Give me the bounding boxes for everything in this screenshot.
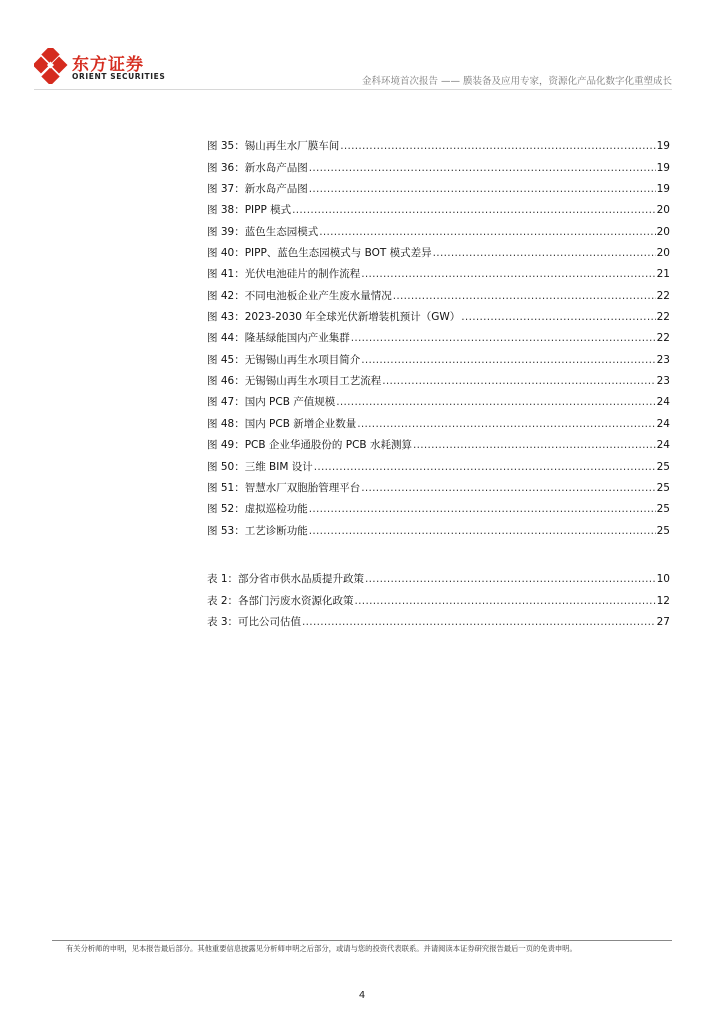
- toc-entry-figure-51[interactable]: [207, 474, 670, 495]
- toc-leader-dots: [433, 246, 656, 260]
- toc-entry-page: 22: [656, 311, 670, 324]
- toc-entry-page: 27: [656, 616, 670, 629]
- toc-entry-label: 图 46：无锡锡山再生水项目工艺流程: [207, 375, 382, 388]
- toc-entry-page: 25: [656, 524, 670, 537]
- toc-entry-label: 图 38：PIPP 模式: [207, 204, 292, 217]
- toc-entry-label: 图 36：新水岛产品图: [207, 161, 308, 174]
- toc-entry-figure-48[interactable]: [207, 409, 670, 430]
- toc-entry-page: 20: [656, 204, 670, 217]
- toc-entry-figure-50[interactable]: [207, 452, 670, 473]
- toc-entry-figure-39[interactable]: [207, 217, 670, 238]
- toc-entry-page: 25: [656, 460, 670, 473]
- toc-entry-label: 图 41：光伏电池硅片的制作流程: [207, 268, 361, 281]
- toc-entry-label: 图 45：无锡锡山再生水项目简介: [207, 353, 361, 366]
- toc-entry-figure-46[interactable]: [207, 367, 670, 388]
- toc-entry-page: 19: [656, 140, 670, 153]
- toc-leader-dots: [355, 594, 656, 608]
- toc-entry-figure-44[interactable]: [207, 324, 670, 345]
- toc-entry-label: 图 52：虚拟巡检功能: [207, 503, 308, 516]
- toc-entry-label: 图 53：工艺诊断功能: [207, 524, 308, 537]
- toc-leader-dots: [302, 615, 656, 629]
- toc-entry-label: 表 3：可比公司估值: [207, 616, 302, 629]
- toc-leader-dots: [314, 460, 656, 474]
- header-divider: [34, 89, 672, 90]
- toc-entry-figure-42[interactable]: [207, 281, 670, 302]
- page-number: 4: [358, 990, 366, 1001]
- table-list: [207, 565, 670, 629]
- toc-entry-table-3[interactable]: [207, 608, 670, 629]
- toc-entry-figure-38[interactable]: [207, 196, 670, 217]
- orient-securities-logo-icon: [34, 48, 68, 84]
- footer-divider: [52, 940, 672, 941]
- toc-entry-label: 图 43：2023-2030 年全球光伏新增装机预计（GW）: [207, 311, 461, 324]
- toc-entry-page: 23: [656, 353, 670, 366]
- toc-entry-label: 图 51：智慧水厂双胞胎管理平台: [207, 481, 361, 494]
- toc-leader-dots: [309, 524, 656, 538]
- toc-entry-figure-37[interactable]: [207, 175, 670, 196]
- toc-entry-label: 图 35：锡山再生水厂膜车间: [207, 140, 340, 153]
- footer-disclaimer: 有关分析师的申明，见本报告最后部分。其他重要信息披露见分析师申明之后部分，或请与您的投资代表联系。并请阅读本证券研究报告最后一页的免责申明。: [66, 944, 577, 953]
- toc-entry-label: 表 1：部分省市供水品质提升政策: [207, 573, 365, 586]
- toc-entry-page: 24: [656, 417, 670, 430]
- toc-leader-dots: [361, 353, 655, 367]
- toc-entry-figure-35[interactable]: [207, 132, 670, 153]
- toc-entry-page: 23: [656, 375, 670, 388]
- company-logo: [34, 48, 166, 84]
- logo-chinese-name: 东方证券: [72, 55, 144, 75]
- toc-entry-page: 22: [656, 332, 670, 345]
- toc-entry-table-1[interactable]: [207, 565, 670, 586]
- toc-entry-page: 21: [656, 268, 670, 281]
- toc-entry-page: 12: [656, 594, 670, 607]
- toc-leader-dots: [382, 374, 655, 388]
- toc-entry-page: 24: [656, 396, 670, 409]
- toc-entry-figure-45[interactable]: [207, 345, 670, 366]
- toc-entry-figure-53[interactable]: [207, 516, 670, 537]
- toc-leader-dots: [319, 225, 655, 239]
- toc-leader-dots: [361, 481, 655, 495]
- toc-entry-label: 图 39：蓝色生态园模式: [207, 225, 319, 238]
- toc-entry-figure-40[interactable]: [207, 239, 670, 260]
- logo-english-name: ORIENT SECURITIES: [72, 72, 166, 81]
- toc-leader-dots: [413, 438, 656, 452]
- toc-entry-label: 图 44：隆基绿能国内产业集群: [207, 332, 350, 345]
- toc-entry-page: 20: [656, 247, 670, 260]
- toc-leader-dots: [336, 395, 655, 409]
- toc-entry-label: 图 40：PIPP、蓝色生态园模式与 BOT 模式差异: [207, 247, 432, 260]
- toc-leader-dots: [309, 182, 656, 196]
- toc-leader-dots: [309, 161, 656, 175]
- figure-list: [207, 132, 670, 538]
- toc-entry-figure-52[interactable]: [207, 495, 670, 516]
- toc-entry-page: 19: [656, 183, 670, 196]
- toc-entry-table-2[interactable]: [207, 586, 670, 607]
- report-tagline: 金科环境首次报告 —— 膜装备及应用专家，资源化产品化数字化重塑成长: [361, 76, 672, 87]
- toc-leader-dots: [309, 502, 656, 516]
- toc-entry-page: 25: [656, 503, 670, 516]
- toc-leader-dots: [461, 310, 655, 324]
- toc-entry-page: 22: [656, 289, 670, 302]
- toc-entry-page: 25: [656, 481, 670, 494]
- toc-entry-figure-41[interactable]: [207, 260, 670, 281]
- toc-entry-label: 图 42：不同电池板企业产生废水量情况: [207, 289, 392, 302]
- toc-leader-dots: [393, 289, 656, 303]
- toc-entry-label: 图 37：新水岛产品图: [207, 183, 308, 196]
- toc-leader-dots: [292, 203, 655, 217]
- toc-entry-figure-36[interactable]: [207, 153, 670, 174]
- toc-leader-dots: [357, 417, 655, 431]
- toc-leader-dots: [365, 572, 656, 586]
- toc-entry-page: 19: [656, 161, 670, 174]
- toc-entry-figure-49[interactable]: [207, 431, 670, 452]
- toc-entry-label: 图 47：国内 PCB 产值规模: [207, 396, 336, 409]
- toc-entry-page: 10: [656, 573, 670, 586]
- toc-entry-label: 图 48：国内 PCB 新增企业数量: [207, 417, 357, 430]
- toc-entry-page: 24: [656, 439, 670, 452]
- toc-entry-label: 图 50：三维 BIM 设计: [207, 460, 313, 473]
- toc-leader-dots: [361, 267, 655, 281]
- toc-entry-figure-47[interactable]: [207, 388, 670, 409]
- toc-entry-label: 图 49：PCB 企业华通股份的 PCB 水耗测算: [207, 439, 412, 452]
- toc-entry-label: 表 2：各部门污废水资源化政策: [207, 594, 354, 607]
- toc-leader-dots: [340, 139, 655, 153]
- toc-leader-dots: [351, 331, 656, 345]
- toc-entry-figure-43[interactable]: [207, 303, 670, 324]
- toc-entry-page: 20: [656, 225, 670, 238]
